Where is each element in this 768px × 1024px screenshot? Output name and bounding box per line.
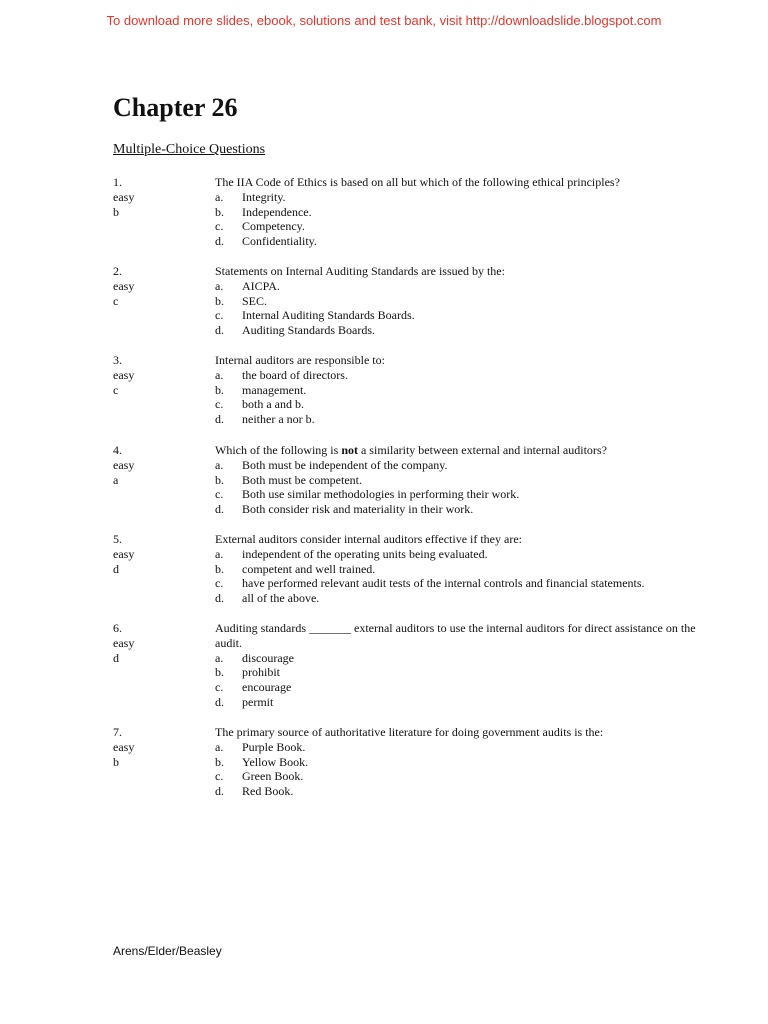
- choice-d: [215, 323, 505, 338]
- choice-d: [215, 591, 645, 606]
- question-number: 7.: [113, 725, 122, 739]
- question-stem: The primary source of authoritative literature for doing government audits is the:: [215, 725, 604, 739]
- choice-a: [215, 368, 385, 383]
- choice-text: Auditing Standards Boards.: [242, 323, 375, 338]
- footer-authors: Arens/Elder/Beasley: [113, 944, 222, 958]
- choice-letter: d.: [215, 234, 224, 249]
- choice-text: Confidentiality.: [242, 234, 317, 249]
- question-stem: Internal auditors are responsible to:: [215, 353, 385, 367]
- choice-b: [215, 205, 620, 220]
- choice-text: prohibit: [242, 665, 280, 680]
- question-difficulty: easy: [113, 457, 135, 472]
- question-answer: b: [113, 754, 119, 769]
- download-banner[interactable]: To download more slides, ebook, solutions and test bank, visit http://downloadslide.blogspot.com: [106, 13, 662, 28]
- choice-letter: c.: [215, 308, 224, 323]
- choice-c: [215, 576, 645, 591]
- choice-a: [215, 651, 713, 666]
- choice-c: [215, 680, 713, 695]
- question-stem: Auditing standards _______ external auditors to use the internal auditors for direct assistance on the audit.: [215, 621, 696, 650]
- choice-letter: b.: [215, 382, 224, 397]
- question-1: [113, 175, 620, 249]
- choice-d: [215, 234, 620, 249]
- choice-text: Red Book.: [242, 784, 294, 799]
- choice-text: AICPA.: [242, 278, 280, 293]
- choice-letter: c.: [215, 487, 224, 502]
- choice-letter: b.: [215, 561, 224, 576]
- choice-letter: c.: [215, 680, 224, 695]
- question-number: 3.: [113, 353, 122, 367]
- question-answer: c: [113, 382, 119, 397]
- choice-a: [215, 190, 620, 205]
- choice-text: independent of the operating units being evaluated.: [242, 546, 488, 561]
- question-stem: External auditors consider internal auditors effective if they are:: [215, 532, 522, 546]
- choice-b: [215, 294, 505, 309]
- choice-a: [215, 279, 505, 294]
- question-answer: b: [113, 204, 119, 219]
- choice-letter: a.: [215, 367, 224, 382]
- choice-c: [215, 397, 385, 412]
- question-2: [113, 264, 505, 338]
- question-3: [113, 353, 385, 427]
- question-meta: [113, 725, 173, 769]
- choice-d: [215, 695, 713, 710]
- question-body: [215, 175, 620, 249]
- choice-letter: b.: [215, 204, 224, 219]
- choice-letter: d.: [215, 323, 224, 338]
- question-body: [215, 443, 607, 517]
- chapter-title: Chapter 26: [113, 93, 238, 122]
- choice-text: Integrity.: [242, 189, 286, 204]
- question-meta: [113, 353, 173, 397]
- choice-text: Both must be competent.: [242, 472, 362, 487]
- question-meta: [113, 443, 173, 487]
- choice-b: [215, 755, 603, 770]
- question-body: [215, 264, 505, 338]
- choice-letter: a.: [215, 546, 224, 561]
- choice-text: permit: [242, 694, 274, 709]
- choice-b: [215, 665, 713, 680]
- choice-c: [215, 219, 620, 234]
- choice-a: [215, 740, 603, 755]
- choice-c: [215, 487, 607, 502]
- question-6: [113, 621, 713, 710]
- choice-c: [215, 769, 603, 784]
- choice-text: the board of directors.: [242, 367, 348, 382]
- choice-letter: a.: [215, 189, 224, 204]
- question-stem: [215, 443, 607, 458]
- choice-d: [215, 784, 603, 799]
- question-difficulty: easy: [113, 546, 135, 561]
- choice-text: encourage: [242, 680, 292, 695]
- choice-b: [215, 383, 385, 398]
- question-body: [215, 353, 385, 427]
- question-meta: [113, 175, 173, 219]
- choice-letter: d.: [215, 694, 224, 709]
- question-meta: [113, 621, 173, 665]
- choice-b: [215, 473, 607, 488]
- choice-text: Both use similar methodologies in performing their work.: [242, 487, 520, 502]
- question-stem: Statements on Internal Auditing Standards are issued by the:: [215, 264, 505, 278]
- choice-a: [215, 547, 645, 562]
- question-answer: a: [113, 472, 119, 487]
- choice-text: competent and well trained.: [242, 561, 376, 576]
- choice-letter: d.: [215, 784, 224, 799]
- choice-letter: a.: [215, 739, 224, 754]
- choice-letter: b.: [215, 293, 224, 308]
- choice-text: all of the above.: [242, 591, 320, 606]
- question-number: 5.: [113, 532, 122, 546]
- choice-letter: c.: [215, 219, 224, 234]
- choice-letter: a.: [215, 650, 224, 665]
- question-difficulty: easy: [113, 278, 135, 293]
- question-difficulty: easy: [113, 189, 135, 204]
- choice-text: Competency.: [242, 219, 305, 234]
- choice-text: SEC.: [242, 293, 268, 308]
- choice-d: [215, 412, 385, 427]
- choice-d: [215, 502, 607, 517]
- choice-letter: d.: [215, 412, 224, 427]
- question-number: 6.: [113, 621, 122, 635]
- choice-text: Both must be independent of the company.: [242, 457, 448, 472]
- choice-text: have performed relevant audit tests of the internal controls and financial statements.: [242, 576, 645, 591]
- question-meta: [113, 264, 173, 308]
- stem-text-after: a similarity between external and internal auditors?: [357, 443, 607, 457]
- choice-letter: a.: [215, 278, 224, 293]
- choice-text: Green Book.: [242, 769, 304, 784]
- section-heading: Multiple-Choice Questions: [113, 142, 266, 157]
- question-answer: d: [113, 561, 119, 576]
- question-difficulty: easy: [113, 367, 135, 382]
- question-number: 2.: [113, 264, 122, 278]
- question-difficulty: easy: [113, 739, 135, 754]
- choice-letter: b.: [215, 754, 224, 769]
- choice-text: both a and b.: [242, 397, 304, 412]
- question-answer: c: [113, 293, 119, 308]
- stem-emphasis: not: [341, 443, 358, 457]
- question-body: [215, 621, 713, 710]
- question-7: [113, 725, 603, 799]
- choice-text: management.: [242, 382, 307, 397]
- choice-letter: c.: [215, 769, 224, 784]
- choice-letter: c.: [215, 576, 224, 591]
- choice-a: [215, 458, 607, 473]
- choice-letter: b.: [215, 665, 224, 680]
- choice-letter: a.: [215, 457, 224, 472]
- question-5: [113, 532, 645, 606]
- choice-text: Both consider risk and materiality in their work.: [242, 502, 474, 517]
- choice-text: Yellow Book.: [242, 754, 309, 769]
- question-number: 4.: [113, 443, 122, 457]
- choice-text: Purple Book.: [242, 739, 306, 754]
- choice-letter: b.: [215, 472, 224, 487]
- choice-letter: d.: [215, 502, 224, 517]
- choice-letter: c.: [215, 397, 224, 412]
- question-body: [215, 532, 645, 606]
- choice-letter: d.: [215, 591, 224, 606]
- choice-text: discourage: [242, 650, 294, 665]
- question-answer: d: [113, 650, 119, 665]
- question-stem: The IIA Code of Ethics is based on all but which of the following ethical principles?: [215, 175, 620, 189]
- question-number: 1.: [113, 175, 122, 189]
- choice-text: Independence.: [242, 204, 312, 219]
- question-4: [113, 443, 607, 517]
- question-body: [215, 725, 603, 799]
- choice-c: [215, 308, 505, 323]
- stem-text-before: Which of the following is: [215, 443, 342, 457]
- choice-text: neither a nor b.: [242, 412, 315, 427]
- question-meta: [113, 532, 173, 576]
- choice-text: Internal Auditing Standards Boards.: [242, 308, 415, 323]
- choice-b: [215, 562, 645, 577]
- question-difficulty: easy: [113, 635, 135, 650]
